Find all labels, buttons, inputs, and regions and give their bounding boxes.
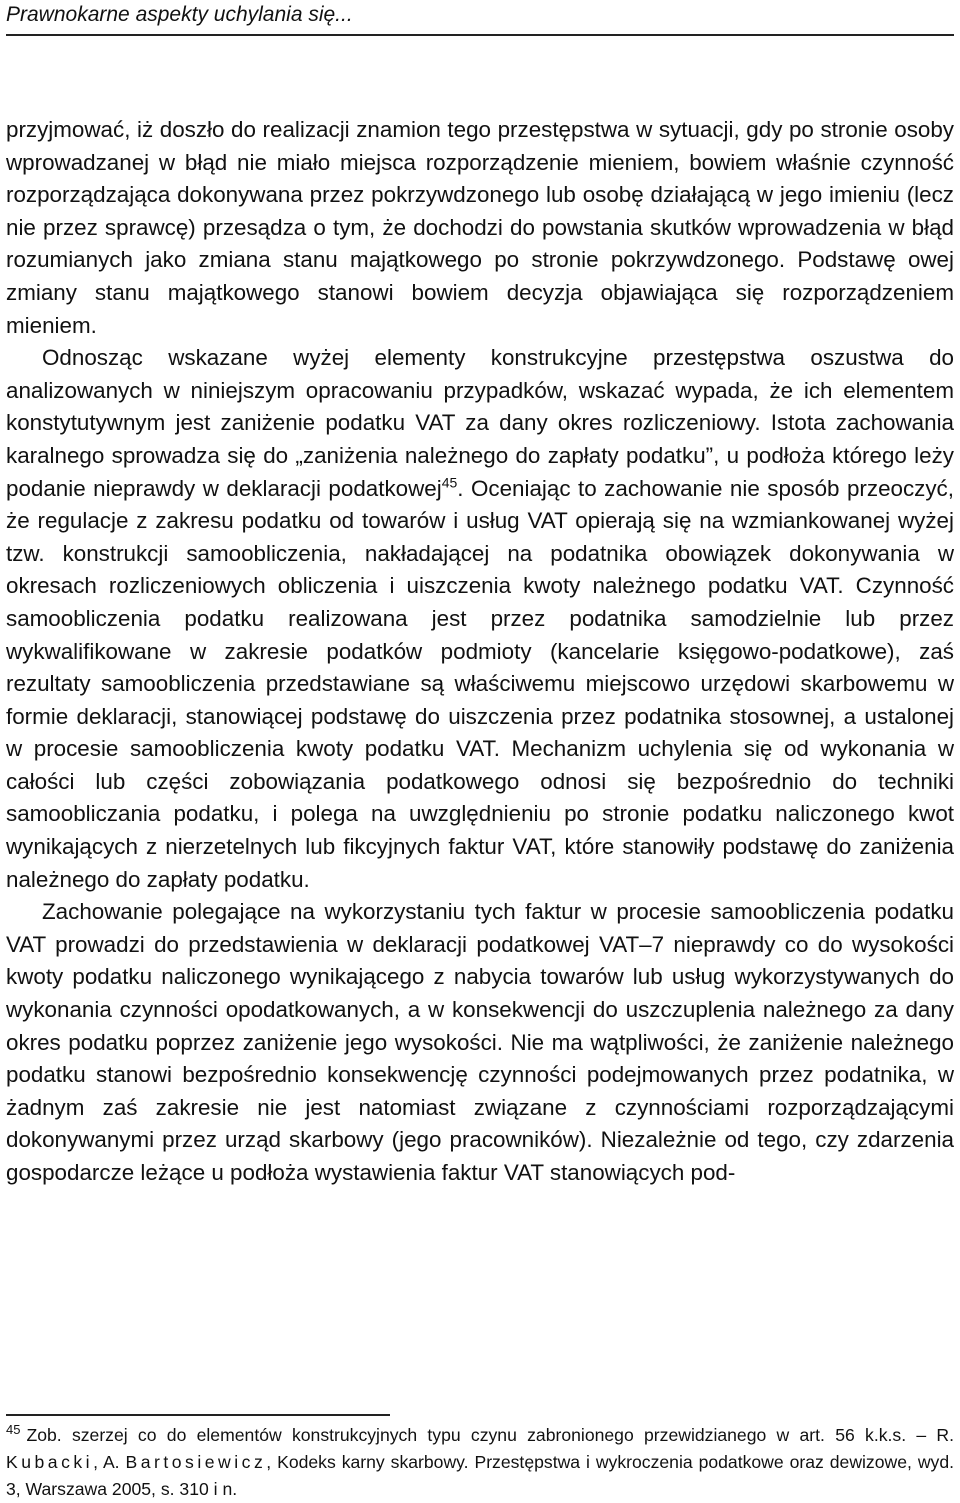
footnote-separator xyxy=(6,1414,390,1416)
footnote-text-a: Zob. szerzej co do elementów konstrukcyjnych typu czynu zabronionego przewidzianego w art. 56 k.k.s. – R. xyxy=(26,1425,954,1445)
paragraph-3: Zachowanie polegające na wykorzystaniu tych faktur w procesie samoobliczenia podatku VAT prowadzi do przedstawienia w deklaracji podatkowej VAT–7 nieprawdy co do wysokości kwoty podatku naliczonego wynikającego z nabycia towarów lub usług wykorzystywanych do wykonania czynności opodatkowanych, a w konsekwencji do uszczuplenia należnego za dany okres podatku poprzez zaniżenie jego wysokości. Nie ma wątpliwości, że zaniżenie należnego podatku stanowi bezpośrednio konsekwencję czynności podejmowanych przez podatnika, w żadnym zaś zakresie nie jest natomiast związane z czynnościami rozporządzającymi dokonywanymi przez urząd skarbowy (jego pracowników). Niezależnie od tego, czy zdarzenia gospodarcze leżące u podłoża wystawienia faktur VAT stanowiących pod- xyxy=(6,899,954,1185)
footnote-author-2: Bartosiewicz xyxy=(125,1452,267,1472)
paragraph-2 xyxy=(6,342,954,896)
footnote-text-c: , Kodeks karny skarbowy. Przestępstwa i wykroczenia podatkowe oraz dewizowe, wyd. 3, Warszawa 2005, s. 310 i n. xyxy=(6,1452,954,1499)
footnote-text-b: , A. xyxy=(93,1452,126,1472)
paragraph-1: przyjmować, iż doszło do realizacji znamion tego przestępstwa w sytuacji, gdy po stronie osoby wprowadzanej w błąd nie miało miejsca rozporządzenie mieniem, bowiem właśnie czynność rozporządzająca dokonywana przez pokrzywdzonego lub osobę działającą w jego imieniu (lecz nie przez sprawcę) przesądza o tym, że dochodzi do powstania skutków wprowadzenia w błąd rozumianych jako zmiana stanu majątkowego po stronie pokrzywdzonego. Podstawę owej zmiany stanu majątkowego stanowi bowiem decyzja objawiająca się rozporządzeniem mieniem. xyxy=(6,117,954,338)
footnote xyxy=(6,1422,954,1503)
paragraph-2-text-a: Odnosząc wskazane wyżej elementy konstrukcyjne przestępstwa oszustwa do analizowanych w niniejszym opracowaniu przypadków, wskazać wypada, że ich elementem konstytutywnym jest zaniżenie podatku VAT za dany okres rozliczeniowy. Istota zachowania karalnego sprowadza się do „zaniżenia należnego do zapłaty podatku”, u podłoża którego leży podanie nieprawdy w deklaracji podatkowej xyxy=(6,345,954,501)
footnote-number: 45 xyxy=(6,1422,21,1438)
footnote-reference[interactable]: 45 xyxy=(441,474,458,491)
running-title: Prawnokarne aspekty uchylania się... xyxy=(6,3,353,26)
running-header xyxy=(6,2,954,36)
footnote-author-1: Kubacki xyxy=(6,1452,94,1472)
paragraph-2-text-b: . Oceniając to zachowanie nie sposób przeoczyć, że regulacje z zakresu podatku od towarów i usług VAT opierają się na wzmiankowanej wyżej tzw. konstrukcji samoobliczenia, nakładającej na podatnika obowiązek dokonywania w okresach rozliczeniowych obliczenia i uiszczenia kwoty należnego podatku VAT. Czynność samoobliczenia podatku realizowana jest przez podatnika samodzielnie lub przez wykwalifikowane w zakresie podatków podmioty (kancelarie księgowo-podatkowe), zaś rezultaty samoobliczenia przedstawiane są właściwemu miejscowo urzędowi skarbowemu w formie deklaracji, stanowiącej podstawę do uiszczenia przez podatnika stosownej, a ustalonej w procesie samoobliczenia kwoty podatku VAT. Mechanizm uchylenia się od wykonania w całości lub części zobowiązania podatkowego odnosi się bezpośrednio do techniki samoobliczania podatku, i polega na uwzględnieniu po stronie podatku naliczonego kwot wynikających z nierzetelnych lub fikcyjnych faktur VAT, które stanowiły podstawę do zaniżenia należnego do zapłaty podatku. xyxy=(6,475,954,892)
body-text xyxy=(6,114,954,1190)
